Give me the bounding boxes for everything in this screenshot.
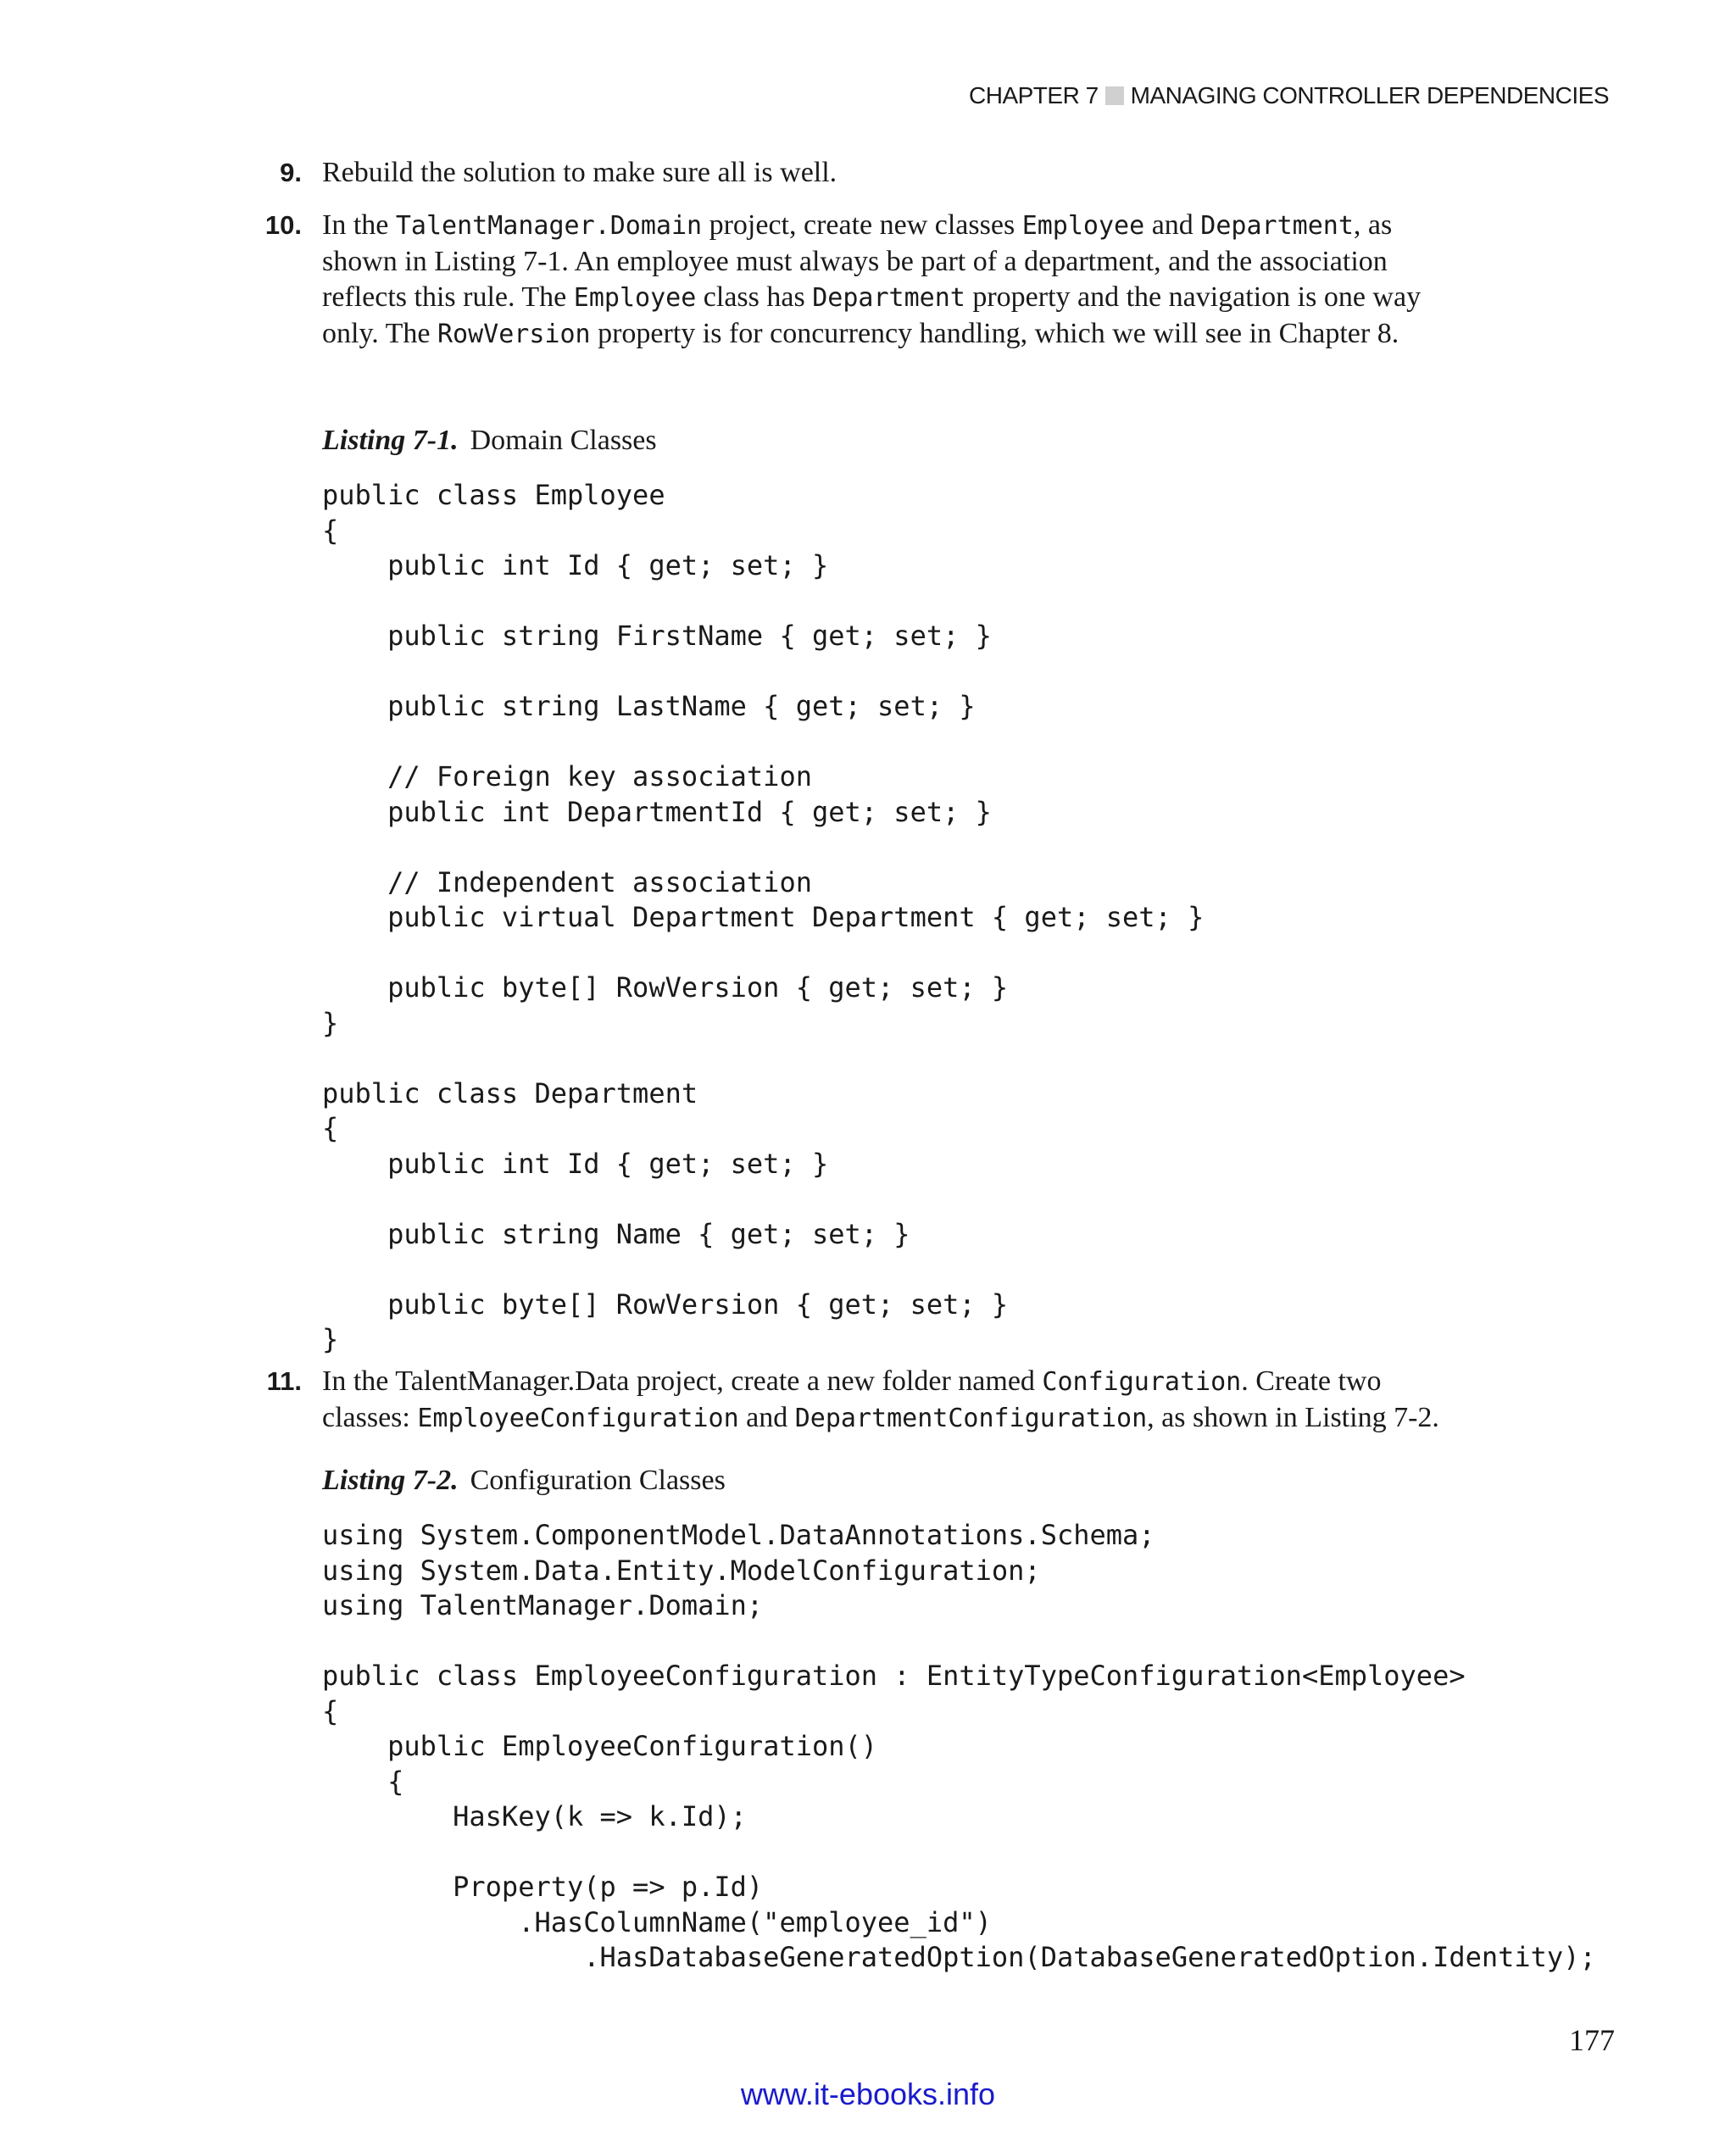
text-segment: and <box>1144 209 1201 241</box>
inline-code: Employee <box>1021 211 1145 241</box>
text-segment: In the TalentManager.Data project, create a new folder named <box>322 1365 1043 1397</box>
chapter-title: MANAGING CONTROLLER DEPENDENCIES <box>1130 82 1609 108</box>
text-segment: and <box>738 1402 795 1433</box>
step-text <box>322 157 837 188</box>
step-number: 9. <box>280 158 302 187</box>
text-segment: , as shown in Listing 7-1. An employee must always be part of a department, and the association reflects this rule. The <box>322 209 1393 313</box>
inline-code: TalentManager.Domain <box>395 211 703 241</box>
inline-code: Configuration <box>1042 1367 1242 1397</box>
step-11 <box>266 1364 1458 1437</box>
inline-code: DepartmentConfiguration <box>794 1404 1148 1433</box>
text-segment: In the <box>322 209 396 241</box>
inline-code: RowVersion <box>437 320 591 349</box>
inline-code: Department <box>812 283 965 313</box>
text-segment: Rebuild the solution to make sure all is well. <box>322 157 837 188</box>
listing-7-2-caption <box>322 1463 726 1499</box>
step-10 <box>264 208 1458 353</box>
listing-7-2-code: using System.ComponentModel.DataAnnotations.Schema; using System.Data.Entity.ModelConfiguration; using TalentManager.Domain; public class EmployeeConfiguration : EntityTypeConfiguration<Employee> { public EmployeeConfiguration() { HasKey(k => k.Id); Property(p => p.Id) .HasColumnName("employee_id") .HasDatabaseGeneratedOption(DatabaseGeneratedOption.Identity); <box>322 1519 1596 1973</box>
running-header <box>969 82 1609 109</box>
inline-code: Employee <box>573 283 697 313</box>
listing-title: Domain Classes <box>470 425 657 456</box>
step-number: 11. <box>266 1366 302 1396</box>
text-segment: property is for concurrency handling, which we will see in Chapter 8. <box>590 318 1399 349</box>
listing-title: Configuration Classes <box>470 1465 726 1496</box>
step-9 <box>280 155 1458 191</box>
header-square-icon <box>1105 86 1124 105</box>
text-segment: project, create new classes <box>702 209 1022 241</box>
step-text <box>322 1365 1439 1433</box>
text-segment: . Create two classes: <box>322 1365 1382 1433</box>
listing-label: Listing 7-1. <box>322 425 459 456</box>
listing-label: Listing 7-2. <box>322 1465 459 1496</box>
listing-7-1-caption <box>322 423 657 459</box>
chapter-label: CHAPTER 7 <box>969 82 1099 108</box>
inline-code: EmployeeConfiguration <box>417 1404 739 1433</box>
step-text <box>322 209 1421 349</box>
footer-link[interactable]: www.it-ebooks.info <box>740 2077 996 2111</box>
step-number: 10. <box>264 210 302 240</box>
inline-code: Department <box>1200 211 1354 241</box>
text-segment: , as shown in Listing 7-2. <box>1147 1402 1439 1433</box>
text-segment: class has <box>696 281 813 313</box>
listing-7-1-code: public class Employee { public int Id { get; set; } public string FirstName { get; set; } public string LastName { get; set; } // Foreign key association public int DepartmentId { get; set; } // Independent association public virtual Department Department { get; set; } public byte[] RowVersion { get; set; } } public class Department { public int Id { get; set; } public string Name { get; set; } public byte[] RowVersion { get; set; } } <box>322 479 1205 1355</box>
page-number: 177 <box>1569 2023 1615 2057</box>
text-segment: property and the navigation is one way only. The <box>322 281 1422 349</box>
